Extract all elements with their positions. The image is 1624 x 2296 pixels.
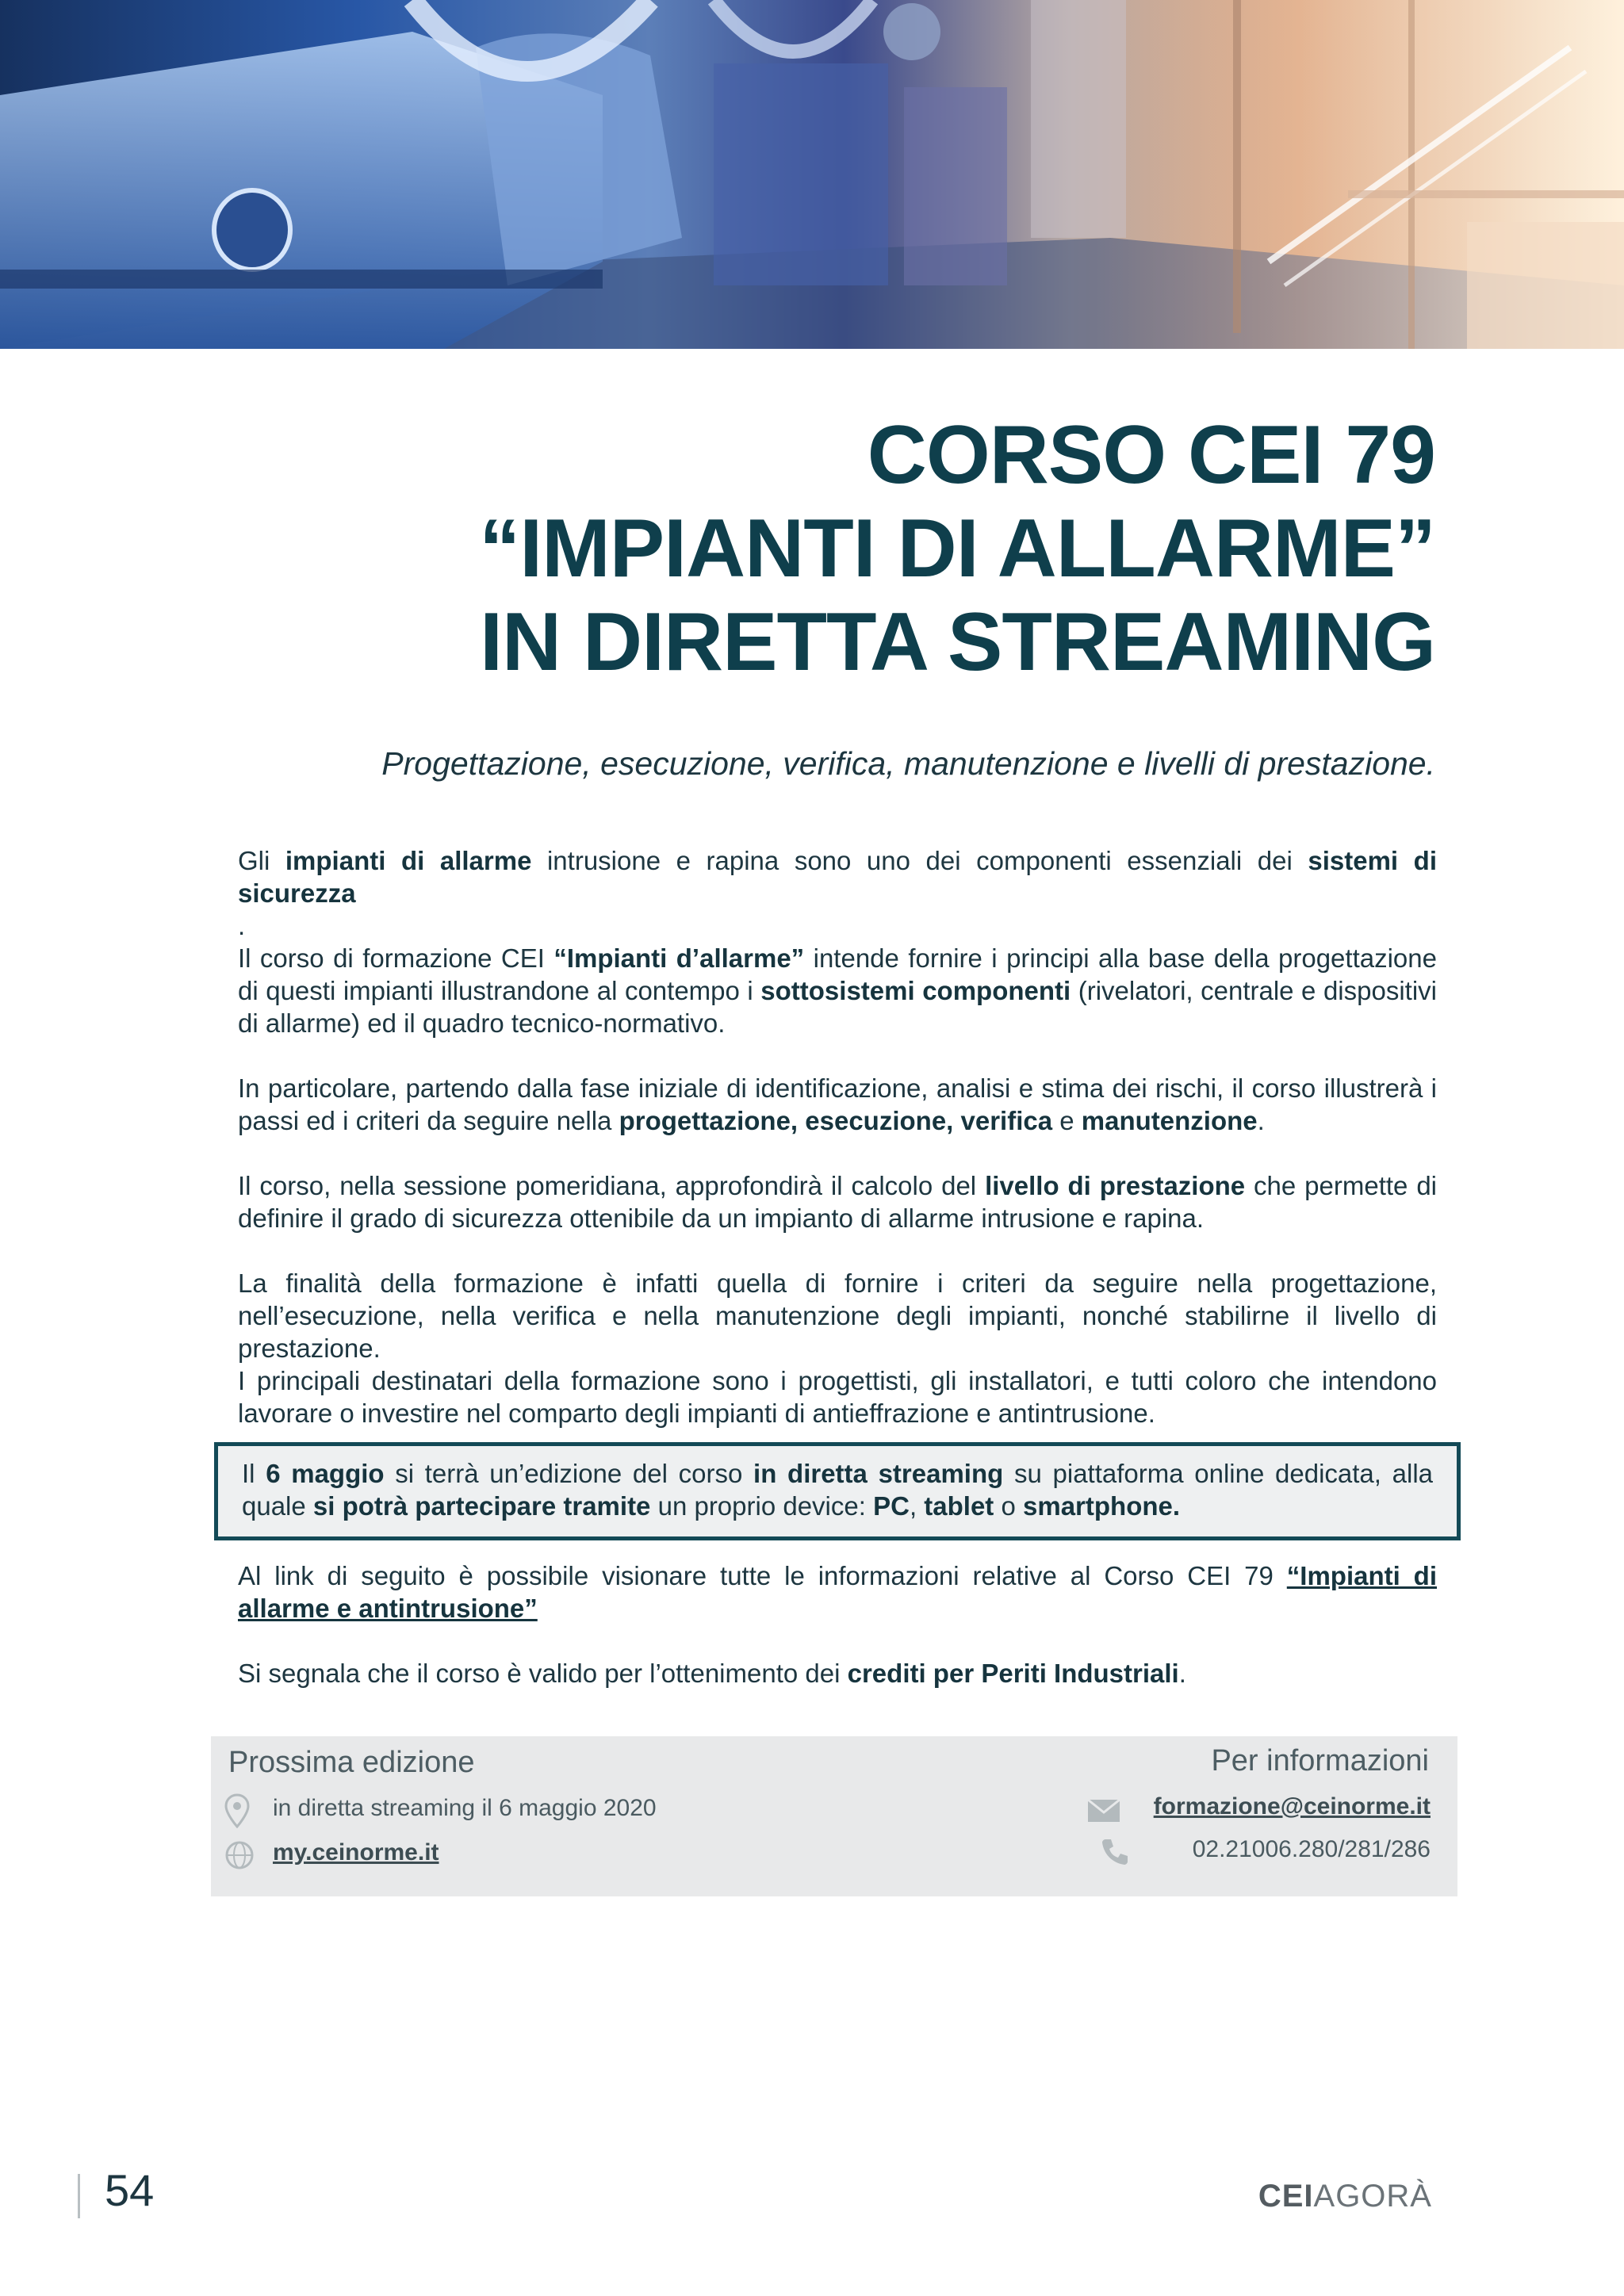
email-link[interactable]: formazione@ceinorme.it (1153, 1793, 1431, 1820)
paragraph-5: La finalità della formazione è infatti quella di fornire i criteri da seguire nella progettazione, nell’esecuzione, nella verifica e nella manutenzione degli impianti, nonché stabilirne il livello di prestazione. (238, 1269, 1437, 1363)
paragraph-2: Il corso di formazione CEI “Impianti d’allarme” intende fornire i principi alla base della progettazione di questi impianti illustrandone al contempo i sottosistemi componenti (rivelatori, centrale e dispositivi di allarme) ed il quadro tecnico-normativo. (238, 943, 1437, 1038)
industrial-photo-illustration (0, 0, 1624, 349)
brand-logo: CEIAGORÀ (1258, 2179, 1432, 2214)
mail-icon (1086, 1798, 1121, 1827)
title-line-1: CORSO CEI 79 (867, 409, 1435, 501)
title-line-2: “IMPIANTI DI ALLARME” (479, 503, 1435, 595)
article-body (238, 844, 1437, 1722)
highlight-text: Il 6 maggio si terrà un’edizione del corso in diretta streaming su piattaforma online dedicata, alla quale si potrà partecipare tramite un proprio device: PC, tablet o smartphone. (242, 1459, 1434, 1521)
paragraph-8: Si segnala che il corso è valido per l’ottenimento dei crediti per Periti Industriali. (238, 1659, 1186, 1688)
header-image (0, 0, 1624, 349)
info-box (211, 1736, 1457, 1896)
page-number-divider (78, 2174, 80, 2218)
paragraph-7: Al link di seguito è possibile visionare tutte le informazioni relative al Corso CEI 79 “Impianti di allarme e antintrusione” (238, 1561, 1438, 1623)
paragraph-1: Gli impianti di allarme intrusione e rapina sono uno dei componenti essenziali dei sistemi di sicurezza . (238, 846, 1437, 940)
contact-heading: Per informazioni (1211, 1744, 1429, 1777)
phone-number: 02.21006.280/281/286 (1192, 1836, 1431, 1862)
paragraph-4: Il corso, nella sessione pomeridiana, approfondirà il calcolo del livello di prestazione che permette di definire il grado di sicurezza ottenibile da un impianto di allarme intrusione e rapina. (238, 1171, 1437, 1233)
article-subtitle: Progettazione, esecuzione, verifica, manutenzione e livelli di prestazione. (381, 745, 1435, 782)
course-info-link[interactable]: “Impianti di allarme e antintrusione” (238, 1561, 1438, 1623)
streaming-highlight-box (214, 1442, 1461, 1540)
article-title (246, 408, 1435, 689)
paragraph-3: In particolare, partendo dalla fase iniziale di identificazione, analisi e stima dei rischi, il corso illustrerà i passi ed i criteri da seguire nella progettazione, esecuzione, verifica e manutenzione. (238, 1073, 1437, 1135)
location-icon (224, 1793, 251, 1832)
edition-text: in diretta streaming il 6 maggio 2020 (273, 1795, 657, 1821)
page-number: 54 (105, 2165, 155, 2215)
globe-icon (224, 1839, 255, 1875)
title-line-3: IN DIRETTA STREAMING (480, 596, 1435, 688)
next-edition-heading: Prossima edizione (228, 1746, 475, 1779)
website-link[interactable]: my.ceinorme.it (273, 1839, 439, 1866)
paragraph-6: I principali destinatari della formazione sono i progettisti, gli installatori, e tutti coloro che intendono lavorare o investire nel comparto degli impianti di antieffrazione e antintrusione. (238, 1366, 1437, 1428)
phone-icon (1099, 1836, 1131, 1872)
